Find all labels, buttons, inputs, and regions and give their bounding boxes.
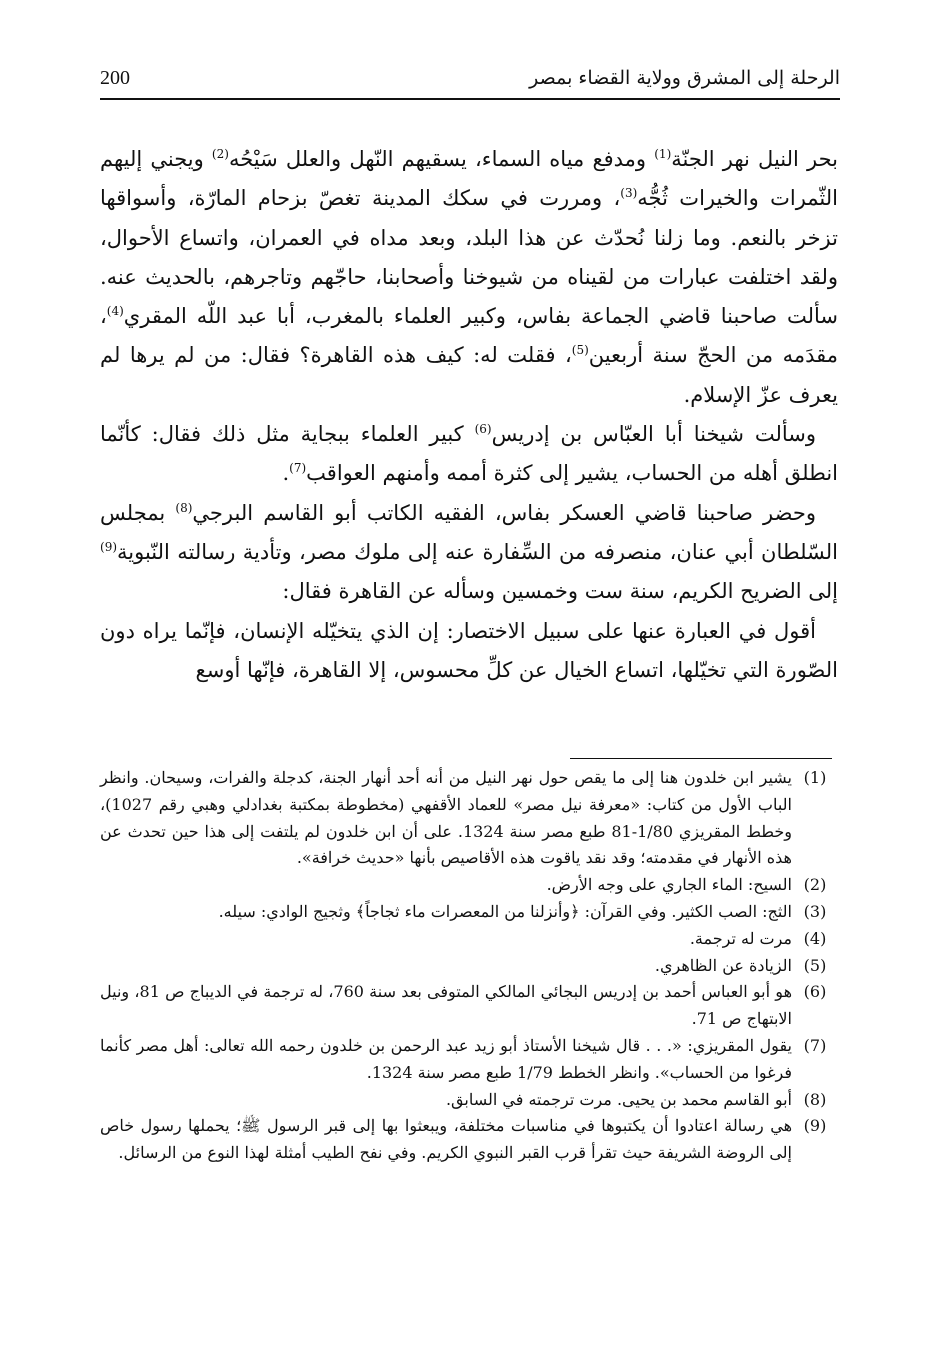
footnote-number: (9) xyxy=(803,1116,827,1136)
footnote-ref-2[interactable]: (2) xyxy=(211,147,229,161)
footnote-text: أبو القاسم محمد بن يحيى. مرت ترجمته في السابق. xyxy=(445,1089,792,1109)
footnote-4 xyxy=(100,926,838,953)
text-run: وسألت شيخنا أبا العبّاس بن إدريس xyxy=(491,422,816,447)
footnote-text: يشير ابن خلدون هنا إلى ما يقص حول نهر النيل من أنه أحد أنهار الجنة، كدجلة والفرات، وسيحان. وانظر الباب الأول من كتاب: «معرفة نيل مصر» للعماد الأقفهي (مخطوطة بمكتبة بغدادلي وهبي رقم 1027)، وخطط المقريزي 1/80-81 طبع مصر سنة 1324. على أن ابن خلدون لم يلتفت إلى هذا حين تحدث عن هذه الأنهار في مقدمته؛ وقد نقد ياقوت هذه الأقاصيص بأنها «حديث خرافة». xyxy=(100,768,793,868)
footnote-ref-6[interactable]: (6) xyxy=(474,422,492,437)
footnote-text: هو أبو العباس أحمد بن إدريس البجائي المالكي المتوفى بعد سنة 760، له ترجمة في الديباج ص 81، ونيل الابتهاج ص 71. xyxy=(100,982,792,1029)
footnote-text: هي رسالة اعتادوا أن يكتبوها في مناسبات مختلفة، ويبعثوا بها إلى قبر الرسول ﷺ؛ يحملها رسول خاص إلى الروضة الشريفة حيث تقرأ قرب القبر النبوي الكريم. وفي نفح الطيب أمثلة لهذا النوع من الرسائل. xyxy=(100,1116,792,1163)
footnote-ref-5[interactable]: (5) xyxy=(571,343,589,358)
footnote-text: السيح: الماء الجاري على وجه الأرض. xyxy=(546,875,792,895)
text-run: ومدفع مياه السماء، يسقيهم النّهل والعلل سَيْحُه xyxy=(228,147,655,171)
footnote-ref-7[interactable]: (7) xyxy=(289,461,307,476)
text-run: ، فقلت له: كيف هذه القاهرة؟ فقال: من لم يرها لم يعرف عزّ الإسلام. xyxy=(100,343,838,407)
paragraph-1 xyxy=(100,140,838,415)
footnote-3 xyxy=(100,899,838,926)
footnote-text: الثج: الصب الكثير. وفي القرآن: ﴿وأنزلنا من المعصرات ماء ثجاجاً﴾ وثجيج الوادي: سيله. xyxy=(218,901,792,921)
footnote-number: (5) xyxy=(803,955,827,975)
footnote-ref-3[interactable]: (3) xyxy=(620,186,638,201)
paragraph-3 xyxy=(100,494,838,612)
footnote-text: يقول المقريزي: «. . . قال شيخنا الأستاذ أبو زيد عبد الرحمن بن خلدون رحمه الله تعالى: أهل مصر كأنما فرغوا من الحساب». وانظر الخطط 1/79 طبع مصر سنة 1324. xyxy=(100,1035,792,1082)
text-run: وحضر صاحبنا قاضي العسكر بفاس، الفقيه الكاتب أبو القاسم البرجي xyxy=(192,500,816,525)
footnote-number: (6) xyxy=(803,982,827,1002)
footnote-number: (2) xyxy=(803,875,827,895)
footnote-ref-1[interactable]: (1) xyxy=(654,147,672,161)
footnote-text: مرت له ترجمة. xyxy=(689,928,792,948)
footnote-ref-4[interactable]: (4) xyxy=(106,304,124,319)
text-run: ويجني إليهم الثّمرات والخيرات ثُجُّه xyxy=(100,147,839,211)
text-run: بمجلس السّلطان أبي عنان، منصرفه من السِّفارة عنه إلى ملوك مصر، وتأدية رسالته النّبوية xyxy=(100,500,838,564)
text-run: بحر النيل نهر الجنّة xyxy=(671,147,838,171)
footnote-number: (1) xyxy=(803,768,827,787)
paragraph-2 xyxy=(100,415,838,494)
text-run: ، مقدَمه من الحجّ سنة أربعين xyxy=(100,304,839,368)
footnote-divider xyxy=(570,758,832,759)
text-run: . xyxy=(282,461,290,486)
main-text xyxy=(100,140,838,690)
footnote-6 xyxy=(100,979,838,1033)
footnote-7 xyxy=(100,1033,838,1087)
running-title: الرحلة إلى المشرق وولاية القضاء بمصر xyxy=(529,67,840,89)
footnote-number: (7) xyxy=(803,1035,827,1055)
footnotes xyxy=(100,765,838,1167)
page-header xyxy=(100,58,840,100)
paragraph-4: أقول في العبارة عنها على سبيل الاختصار: إن الذي يتخيّله الإنسان، فإنّما يراه دون الصّورة التي تخيّلها، اتساع الخيال عن كلِّ محسوس، إلا القاهرة، فإنّها أوسع xyxy=(100,618,838,682)
text-run: إلى الضريح الكريم، سنة ست وخمسين وسأله عن القاهرة فقال: xyxy=(282,579,838,604)
text-run: كبير العلماء ببجاية مثل ذلك فقال: كأنّما انطلق أهله من الحساب، يشير إلى كثرة أممه وأمنهم العواقب xyxy=(100,422,838,486)
footnote-ref-9[interactable]: (9) xyxy=(100,539,118,554)
footnote-1 xyxy=(100,765,838,872)
footnote-number: (3) xyxy=(803,901,827,921)
footnote-5 xyxy=(100,953,838,980)
footnote-8 xyxy=(100,1087,838,1114)
footnote-ref-8[interactable]: (8) xyxy=(175,500,193,515)
text-run: ، ومررت في سكك المدينة تغصّ بزحام المارّة، وأسواقها تزخر بالنعم. وما زلنا نُحدّث عن هذا البلد، وبعد مداه في العمران، واتساع الأحوال، ولقد اختلفت عبارات من لقيناه من شيوخنا وأصحابنا، حاجّهم وتاجرهم، بالحديث عنه. سألت صاحبنا قاضي الجماعة بفاس، وكبير العلماء بالمغرب، أبا عبد اللّه المقري xyxy=(100,186,838,329)
footnote-number: (4) xyxy=(803,928,827,948)
footnote-text: الزيادة عن الظاهري. xyxy=(654,955,792,975)
footnote-9 xyxy=(100,1113,838,1167)
footnote-2 xyxy=(100,872,838,899)
footnote-number: (8) xyxy=(803,1089,827,1109)
page-number: 200 xyxy=(100,66,130,89)
